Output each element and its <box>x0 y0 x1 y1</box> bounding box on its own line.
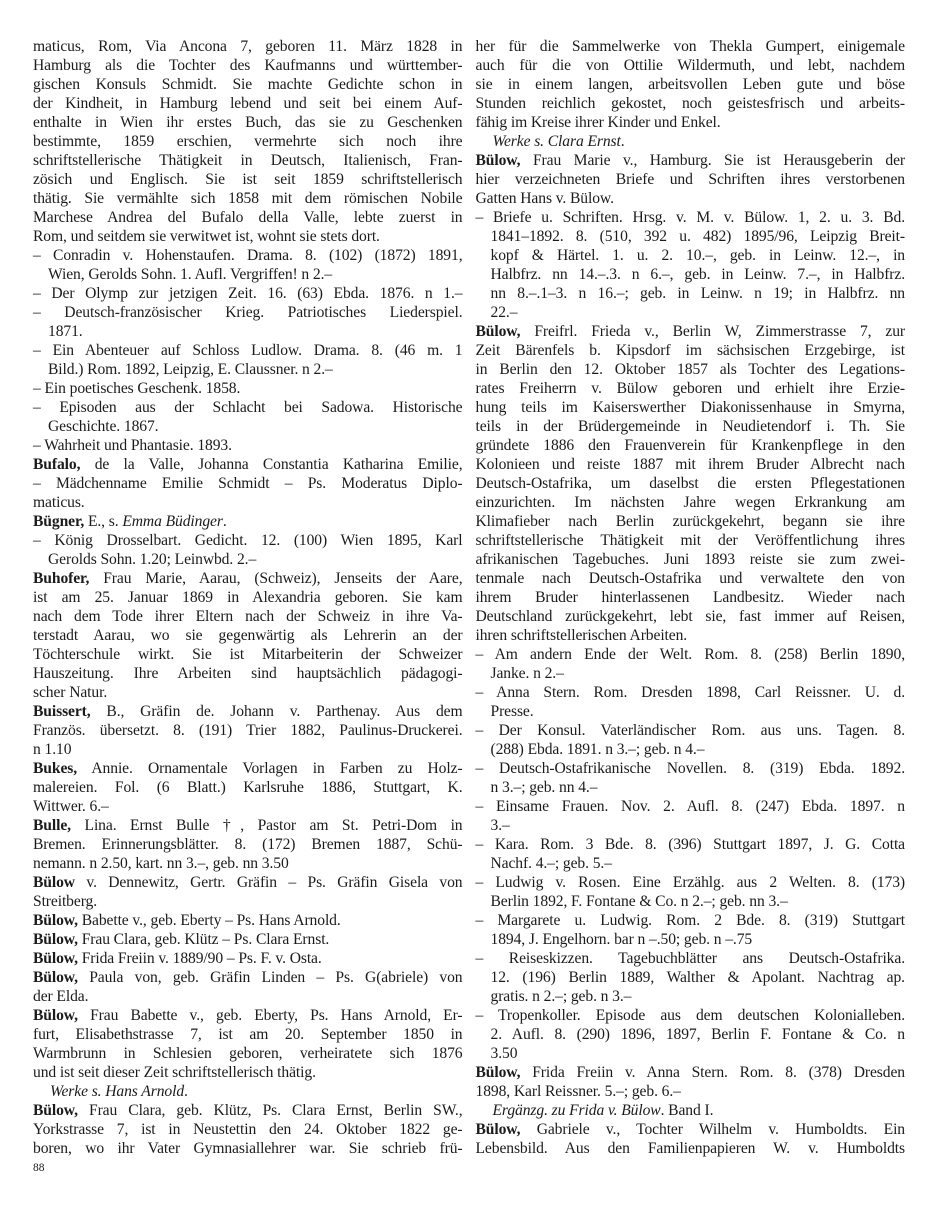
text-run: 1841–1892. 8. (510, 392 u. 482) 1895/96, Leipzig Breit- <box>490 228 905 245</box>
text-run: kopf & Härtel. 1. u. 2. 10.–, geb. in Leinw. 12.–, in <box>490 247 905 264</box>
text-line <box>476 607 906 626</box>
text-line <box>476 436 906 455</box>
text-run: 22.– <box>490 304 518 321</box>
text-run: hier verzeichneten Briefe und Schriften ihres verstorbenen <box>475 171 905 188</box>
left-column <box>33 37 463 1158</box>
entry-name: Bülow, <box>33 969 78 986</box>
text-run: 12. (196) Berlin 1889, Walther & Apolant. Nachtrag ap. <box>490 969 905 986</box>
text-run: Yorkstrasse 7, ist in Neustettin den 24. Oktober 1822 ge- <box>33 1121 463 1138</box>
text-line <box>33 607 463 626</box>
text-run: Bild.) Rom. 1892, Leipzig, E. Claussner. n 2.– <box>48 361 333 378</box>
text-run: – Der Olymp zur jetzigen Zeit. 16. (63) Ebda. 1876. n 1.– <box>33 285 463 302</box>
text-line <box>476 854 906 873</box>
text-run: – Ein poetisches Geschenk. 1858. <box>33 380 241 397</box>
text-run: terstadt Aarau, wo sie gegenwärtig als Lehrerin an der <box>33 627 463 644</box>
text-run: – Deutsch-französischer Krieg. Patriotisches Liederspiel. <box>33 304 463 321</box>
text-line <box>476 360 906 379</box>
text-line <box>476 284 906 303</box>
text-run: – Am andern Ende der Welt. Rom. 8. (258) Berlin 1890, <box>475 646 905 663</box>
text-run: sie in einem langen, arbeitsvollen Leben gute und böse <box>475 76 905 93</box>
text-line <box>33 721 463 740</box>
text-line <box>476 1006 906 1025</box>
entry-name: Bülow, <box>33 931 78 948</box>
text-line <box>476 759 906 778</box>
text-run: – Conradin v. Hohenstaufen. Drama. 8. (102) (1872) 1891, <box>33 247 463 264</box>
text-line <box>33 189 463 208</box>
text-run: nn 8.–.1–3. n 16.–; geb. in Leinw. n 19; in Halbfrz. nn <box>490 285 905 302</box>
text-run: nach dem Tode ihrer Eltern nach der Schweiz in ihre Va- <box>33 608 463 625</box>
text-line <box>33 531 463 550</box>
text-columns <box>33 37 905 1158</box>
text-run: schriftstellerische Thätigkeit mit der Veröffentlichung ihres <box>475 532 905 549</box>
entry-name: Buissert, <box>33 703 91 720</box>
text-line <box>33 683 463 702</box>
text-run: Warmbrunn in Schlesien geboren, verheiratete sich 1876 <box>33 1045 463 1062</box>
text-line <box>33 778 463 797</box>
text-line <box>33 645 463 664</box>
text-line <box>33 246 463 265</box>
text-run: boren, wo ihr Vater Gymnasiallehrer war. Sie schrieb frü- <box>33 1140 463 1157</box>
text-line <box>476 417 906 436</box>
text-run: Kolonieen und reiste 1887 mit ihrem Bruder Albrecht nach <box>475 456 905 473</box>
text-run: Marchese Andrea del Bufalo della Valle, lebte zuerst in <box>33 209 463 226</box>
text-line <box>476 246 906 265</box>
text-line <box>33 303 463 322</box>
text-run: ihren schriftstellerischen Arbeiten. <box>475 627 688 644</box>
text-line <box>33 417 463 436</box>
text-run: Gerolds Sohn. 1.20; Leinwbd. 2.– <box>48 551 257 568</box>
text-run: – Tropenkoller. Episode aus dem deutschen Kolonialleben. <box>475 1007 905 1024</box>
text-line <box>33 284 463 303</box>
text-run: in Berlin den 12. Oktober 1857 als Tochter des Legations- <box>475 361 905 378</box>
text-line <box>33 151 463 170</box>
text-line <box>33 664 463 683</box>
text-line <box>33 113 463 132</box>
text-line <box>33 816 463 835</box>
entry-name: Bülow, <box>33 912 78 929</box>
text-line <box>476 37 906 56</box>
text-run: v. Dennewitz, Gertr. Gräfin – Ps. Gräfin Gisela von <box>74 874 463 891</box>
text-line <box>476 588 906 607</box>
text-line <box>476 227 906 246</box>
text-line <box>476 550 906 569</box>
text-line <box>33 987 463 1006</box>
text-line <box>476 474 906 493</box>
text-line <box>476 1025 906 1044</box>
text-run: enthalte in Wien ihr erstes Buch, das sie zu Geschenken <box>33 114 463 131</box>
entry-name: Bülow, <box>475 323 521 340</box>
text-line <box>33 322 463 341</box>
text-run: . <box>184 1083 188 1100</box>
text-run: hung teils im Kaiserswerther Diakonissenhause in Smyrna, <box>475 399 905 416</box>
text-line <box>476 1082 906 1101</box>
text-run: 1894, J. Engelhorn. bar n –.50; geb. n –.75 <box>490 931 753 948</box>
text-line <box>476 94 906 113</box>
text-run: maticus, Rom, Via Ancona 7, geboren 11. März 1828 in <box>33 38 463 55</box>
text-run: – Anna Stern. Rom. Dresden 1898, Carl Reissner. U. d. <box>475 684 905 701</box>
text-line <box>33 170 463 189</box>
text-run: Stunden reichlich gekostet, noch geistesfrisch und arbeits- <box>475 95 905 112</box>
italic-reference: Emma Büdinger <box>122 513 223 530</box>
text-line <box>33 588 463 607</box>
text-run: Frau Clara, geb. Klütz, Ps. Clara Ernst, Berlin SW., <box>77 1102 463 1119</box>
text-line <box>476 531 906 550</box>
text-run: – Briefe u. Schriften. Hrsg. v. M. v. Bülow. 1, 2. u. 3. Bd. <box>475 209 905 226</box>
text-run: fähig im Kreise ihrer Kinder und Enkel. <box>475 114 721 131</box>
text-run: – Ein Abenteuer auf Schloss Ludlow. Drama. 8. (46 m. 1 <box>33 342 463 359</box>
text-line <box>476 56 906 75</box>
text-line <box>33 227 463 246</box>
text-line <box>33 968 463 987</box>
text-run: B., Gräfin de. Johann v. Parthenay. Aus dem <box>90 703 463 720</box>
text-line <box>476 835 906 854</box>
entry-name: Bülow, <box>33 950 78 967</box>
text-run: gratis. n 2.–; geb. n 3.– <box>490 988 632 1005</box>
text-run: teils in der Brüdergemeinde in Neudietendorf i. Th. Sie <box>475 418 905 435</box>
text-run: 2. Aufl. 8. (290) 1896, 1897, Berlin F. Fontane & Co. n <box>490 1026 905 1043</box>
text-run: Rom, und seitdem sie verwitwet ist, wohnt sie stets dort. <box>33 228 380 245</box>
text-run: Hauszeitung. Ihre Arbeiten sind hauptsächlich pädagogi- <box>33 665 463 682</box>
text-line <box>476 398 906 417</box>
text-line <box>33 740 463 759</box>
text-run: Berlin 1892, F. Fontane & Co. n 2.–; geb. nn 3.– <box>490 893 788 910</box>
entry-name: Bülow <box>33 874 75 891</box>
text-line <box>33 379 463 398</box>
text-line <box>476 1063 906 1082</box>
entry-name: Bulle, <box>33 817 71 834</box>
text-line <box>33 1082 463 1101</box>
text-line <box>476 873 906 892</box>
text-run: Gatten Hans v. Bülow. <box>475 190 614 207</box>
entry-name: Bülow, <box>475 1064 521 1081</box>
text-run: . Band I. <box>660 1102 714 1119</box>
text-line <box>33 94 463 113</box>
text-run: Wien, Gerolds Sohn. 1. Aufl. Vergriffen! n 2.– <box>48 266 333 283</box>
text-run: Lebensbild. Aus den Familienpapieren W. v. Humboldts <box>475 1140 905 1157</box>
text-run: und ist seit dieser Zeit schriftstellerisch thätig. <box>33 1064 316 1081</box>
text-run: – Kara. Rom. 3 Bde. 8. (396) Stuttgart 1897, J. G. Cotta <box>475 836 905 853</box>
text-run: ihrem Bruder hinterlassenen Landbesitz. Wieder nach <box>475 589 905 606</box>
text-line <box>476 1139 906 1158</box>
text-line <box>33 512 463 531</box>
entry-name: Bukes, <box>33 760 78 777</box>
text-run: schriftstellerische Thätigkeit in Deutsch, Italienisch, Fran- <box>33 152 463 169</box>
text-line <box>476 303 906 322</box>
text-line <box>476 132 906 151</box>
text-line <box>33 455 463 474</box>
text-run: Streitberg. <box>33 893 98 910</box>
text-run: – Ludwig v. Rosen. Eine Erzählg. aus 2 Welten. 8. (173) <box>475 874 905 891</box>
text-run: nemann. n 2.50, kart. nn 3.–, geb. nn 3.50 <box>33 855 289 872</box>
text-run: Paula von, geb. Gräfin Linden – Ps. G(abriele) von <box>77 969 463 986</box>
text-line <box>33 930 463 949</box>
text-run: Frau Marie, Aarau, (Schweiz), Jenseits der Aare, <box>89 570 463 587</box>
text-run: 3.– <box>490 817 510 834</box>
italic-reference: Werke s. Clara Ernst <box>492 133 621 150</box>
text-run: tenmale nach Deutsch-Ostafrika und verwaltete den von <box>475 570 905 587</box>
text-line <box>476 968 906 987</box>
text-line <box>33 873 463 892</box>
text-run: scher Natur. <box>33 684 108 701</box>
text-run: ist am 25. Januar 1869 in Alexandria geboren. Sie kam <box>33 589 463 606</box>
text-line <box>476 170 906 189</box>
text-line <box>33 1063 463 1082</box>
text-line <box>476 341 906 360</box>
text-line <box>33 360 463 379</box>
entry-name: Bülow, <box>33 1007 78 1024</box>
text-line <box>33 854 463 873</box>
text-line <box>33 949 463 968</box>
text-line <box>33 797 463 816</box>
text-run: gischen Konsuls Schmidt. Sie machte Gedichte schon in <box>33 76 463 93</box>
text-run: Wittwer. 6.– <box>33 798 109 815</box>
text-line <box>476 626 906 645</box>
entry-name: Bülow, <box>475 152 521 169</box>
text-run: der Elda. <box>33 988 89 1005</box>
text-run: auch für die von Ottilie Wildermuth, und lebt, nachdem <box>475 57 905 74</box>
text-run: Frau Marie v., Hamburg. Sie ist Herausgeberin der <box>520 152 905 169</box>
text-run: Töchterschule wirkt. Sie ist Mitarbeiterin der Schweizer <box>33 646 463 663</box>
text-run: thätig. Sie vermählte sich 1858 mit dem römischen Nobile <box>33 190 463 207</box>
text-run: Frida Freiin v. Anna Stern. Rom. 8. (378) Dresden <box>520 1064 905 1081</box>
entry-name: Buhofer, <box>33 570 90 587</box>
text-run: her für die Sammelwerke von Thekla Gumpert, einigemale <box>475 38 905 55</box>
text-line <box>476 911 906 930</box>
text-run: – Reiseskizzen. Tagebuchblätter ans Deutsch-Ostafrika. <box>475 950 905 967</box>
text-run: n 3.–; geb. nn 4.– <box>490 779 598 796</box>
text-run: – Wahrheit und Phantasie. 1893. <box>33 437 232 454</box>
text-run: – Episoden aus der Schlacht bei Sadowa. Historische <box>33 399 463 416</box>
text-run: Frau Clara, geb. Klütz – Ps. Clara Ernst. <box>77 931 330 948</box>
text-line <box>476 379 906 398</box>
text-run: gründete 1886 den Frauenverein für Krankenpflege in den <box>475 437 905 454</box>
text-line <box>33 37 463 56</box>
text-line <box>33 474 463 493</box>
text-line <box>476 930 906 949</box>
text-run: Freifrl. Frieda v., Berlin W, Zimmerstrasse 7, zur <box>520 323 905 340</box>
text-run: Hamburg als die Tochter des Kaufmanns und württember- <box>33 57 463 74</box>
text-run: Deutschland zurückgekehrt, lebt sie, fast immer auf Reisen, <box>475 608 905 625</box>
text-line <box>476 645 906 664</box>
text-line <box>33 626 463 645</box>
text-line <box>476 151 906 170</box>
text-run: – Deutsch-Ostafrikanische Novellen. 8. (319) Ebda. 1892. <box>475 760 905 777</box>
italic-reference: Werke s. Hans Arnold <box>50 1083 185 1100</box>
text-run: – Einsame Frauen. Nov. 2. Aufl. 8. (247) Ebda. 1897. n <box>475 798 905 815</box>
text-line <box>476 778 906 797</box>
text-run: E., s. <box>84 513 123 530</box>
text-run: – Der Konsul. Vaterländischer Rom. aus uns. Tagen. 8. <box>475 722 905 739</box>
text-line <box>33 75 463 94</box>
text-run: (288) Ebda. 1891. n 3.–; geb. n 4.– <box>490 741 705 758</box>
text-line <box>33 702 463 721</box>
text-line <box>476 721 906 740</box>
text-line <box>33 892 463 911</box>
text-line <box>33 1101 463 1120</box>
text-line <box>33 1025 463 1044</box>
text-line <box>33 493 463 512</box>
text-run: 1898, Karl Reissner. 5.–; geb. 6.– <box>475 1083 681 1100</box>
text-line <box>33 1006 463 1025</box>
text-run: Zeit Bärenfels b. Kipsdorf im sächsischen Erzgebirge, ist <box>475 342 905 359</box>
text-run: 3.50 <box>490 1045 518 1062</box>
italic-reference: Ergänzg. zu Frida v. Bülow <box>492 1102 661 1119</box>
text-run: Geschichte. 1867. <box>48 418 159 435</box>
text-line <box>33 569 463 588</box>
text-run: Janke. n 2.– <box>490 665 564 682</box>
text-line <box>476 569 906 588</box>
text-run: . <box>222 513 227 530</box>
text-line <box>33 759 463 778</box>
text-run: Bremen. Erinnerungsblätter. 8. (172) Bremen 1887, Schü- <box>33 836 463 853</box>
text-run: Annie. Ornamentale Vorlagen in Farben zu Holz- <box>77 760 463 777</box>
text-run: Halbfrz. nn 14.–.3. n 6.–, geb. in Leinw. 7.–, in Halbfrz. <box>490 266 905 283</box>
text-run: maticus. <box>33 494 85 511</box>
text-line <box>476 455 906 474</box>
text-run: – Mädchenname Emilie Schmidt – Ps. Moderatus Diplo- <box>33 475 463 492</box>
text-line <box>476 1101 906 1120</box>
text-run: zösich und Englisch. Sie ist seit 1859 schriftstellerisch <box>33 171 463 188</box>
text-line <box>476 265 906 284</box>
text-run: de la Valle, Johanna Constantia Katharina Emilie, <box>80 456 463 473</box>
entry-name: Bügner, <box>33 513 85 530</box>
text-run: – König Drosselbart. Gedicht. 12. (100) Wien 1895, Karl <box>33 532 463 549</box>
text-run: Nachf. 4.–; geb. 5.– <box>490 855 612 872</box>
entry-name: Bülow, <box>33 1102 78 1119</box>
text-run: 1871. <box>48 323 83 340</box>
text-line <box>476 113 906 132</box>
entry-name: Bülow, <box>475 1121 521 1138</box>
text-line <box>33 56 463 75</box>
text-line <box>476 189 906 208</box>
text-run: Französ. übersetzt. 8. (191) Trier 1882, Paulinus-Druckerei. <box>33 722 463 739</box>
text-run: furt, Elisabethstrasse 7, ist am 20. September 1850 in <box>33 1026 463 1043</box>
text-line <box>476 493 906 512</box>
text-run: Babette v., geb. Eberty – Ps. Hans Arnold. <box>77 912 341 929</box>
text-line <box>476 949 906 968</box>
text-run: Frida Freiin v. 1889/90 – Ps. F. v. Osta. <box>77 950 322 967</box>
text-line <box>33 835 463 854</box>
text-line <box>476 664 906 683</box>
text-line <box>476 322 906 341</box>
text-line <box>476 702 906 721</box>
text-run: einzurichten. Im nächsten Jahre wegen Erkrankung am <box>475 494 905 511</box>
text-line <box>33 1139 463 1158</box>
text-line <box>33 436 463 455</box>
text-line <box>476 512 906 531</box>
text-run: malereien. Fol. (6 Blatt.) Karlsruhe 1886, Stuttgart, K. <box>33 779 463 796</box>
text-run: – Margarete u. Ludwig. Rom. 2 Bde. 8. (319) Stuttgart <box>475 912 905 929</box>
text-line <box>476 740 906 759</box>
text-line <box>476 816 906 835</box>
text-run: bestimmte, 1859 erschien, vermehrte sich noch ihre <box>33 133 463 150</box>
text-line <box>476 1120 906 1139</box>
text-line <box>33 550 463 569</box>
text-run: Presse. <box>490 703 534 720</box>
text-run: afrikanischen Tagebuches. Juni 1893 reiste sie zum zwei- <box>475 551 905 568</box>
text-line <box>33 341 463 360</box>
text-line <box>476 987 906 1006</box>
text-run: der Kindheit, in Hamburg lebend und seit bei einem Auf- <box>33 95 463 112</box>
text-line <box>33 1044 463 1063</box>
text-run: rates Freiherrn v. Bülow geboren und erhielt ihre Erzie- <box>475 380 905 397</box>
text-run: Gabriele v., Tochter Wilhelm v. Humboldts. Ein <box>520 1121 905 1138</box>
text-line <box>476 208 906 227</box>
text-run: Frau Babette v., geb. Eberty, Ps. Hans Arnold, Er- <box>77 1007 463 1024</box>
entry-name: Bufalo, <box>33 456 81 473</box>
text-run: Lina. Ernst Bulle †, Pastor am St. Petri-Dom in <box>70 817 463 834</box>
right-column <box>476 37 906 1158</box>
text-line <box>33 1120 463 1139</box>
text-line <box>33 265 463 284</box>
text-line <box>476 797 906 816</box>
text-run: Deutsch-Ostafrika, um daselbst die ersten Pflegestationen <box>475 475 905 492</box>
page-number: 88 <box>33 1162 45 1174</box>
text-line <box>476 683 906 702</box>
text-line <box>33 911 463 930</box>
text-run: n 1.10 <box>33 741 72 758</box>
text-run: . <box>620 133 625 150</box>
text-line <box>33 398 463 417</box>
text-line <box>476 1044 906 1063</box>
text-line <box>33 132 463 151</box>
text-line <box>33 208 463 227</box>
text-line <box>476 75 906 94</box>
text-line <box>476 892 906 911</box>
text-run: Klimafieber nach Berlin zurückgekehrt, begann sie ihre <box>475 513 905 530</box>
